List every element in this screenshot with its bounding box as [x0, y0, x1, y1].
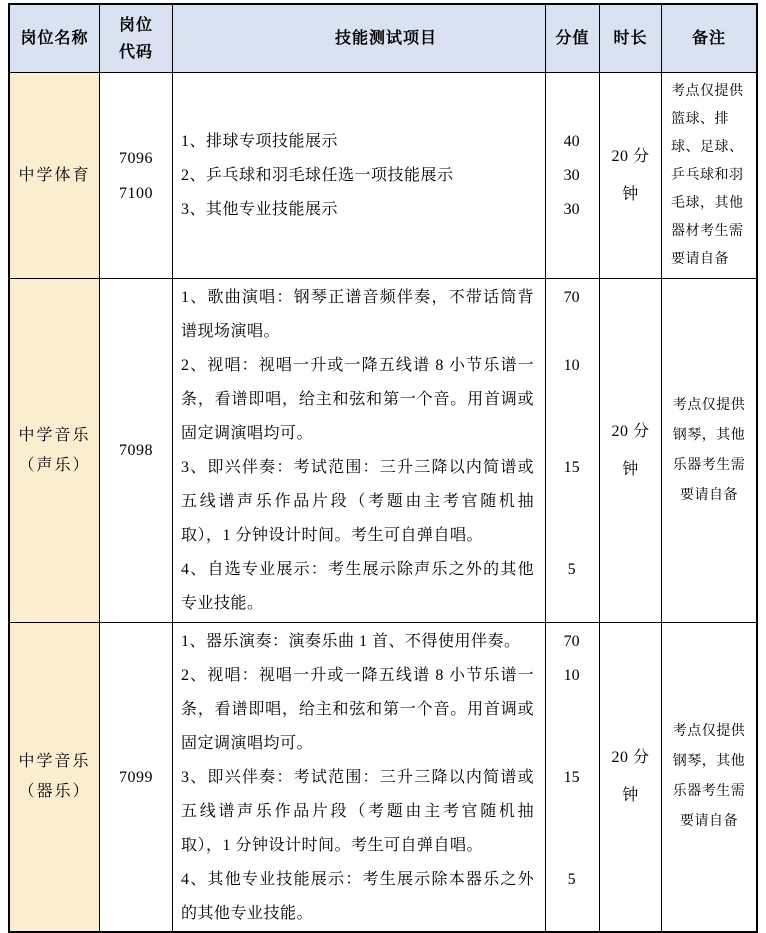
header-label: 岗位 — [118, 16, 153, 34]
duration-cell — [600, 623, 662, 931]
position-code: 7099 — [119, 768, 153, 786]
header-label: 技能测试项目 — [334, 30, 437, 47]
table-row — [10, 73, 756, 279]
note-text: 考点仅提供钢琴，其他乐器考生需要请自备 — [672, 724, 746, 829]
test-item-row — [173, 125, 599, 159]
test-item-text: 1、器乐演奏：演奏乐曲 1 首、不得使用伴奏。 — [181, 633, 521, 650]
score-value: 70 — [563, 289, 580, 306]
test-item-row — [173, 553, 599, 621]
test-item-text: 3、即兴伴奏：考试范围：三升三降以内简谱或五线谱声乐作品片段（考题由主考官随机抽取），1 分钟设计时间。考生可自弹自唱。 — [181, 769, 535, 854]
test-item-text: 3、即兴伴奏：考试范围：三升三降以内简谱或五线谱声乐作品片段（考题由主考官随机抽取），1 分钟设计时间。考生可自弹自唱。 — [181, 459, 535, 544]
test-item-text: 4、自选专业展示：考生展示除声乐之外的其他专业技能。 — [181, 561, 535, 612]
test-item-row — [173, 281, 599, 349]
test-item-row — [173, 349, 599, 451]
test-item-text: 1、排球专项技能展示 — [181, 132, 339, 150]
score-value: 5 — [567, 871, 576, 888]
duration-text: 20 分 — [611, 147, 650, 165]
note-cell — [662, 73, 756, 278]
position-name: （声乐） — [18, 456, 91, 474]
position-code: 7098 — [119, 442, 153, 459]
position-name: （器乐） — [18, 783, 91, 800]
test-item-text: 2、视唱：视唱一升或一降五线谱 8 小节乐谱一条，看谱即唱，给主和弦和第一个音。用首调或固定调演唱均可。 — [181, 667, 535, 752]
table-header-row — [10, 5, 756, 73]
position-code-cell — [100, 73, 173, 278]
score-value: 10 — [563, 667, 580, 684]
test-item-row — [173, 451, 599, 553]
position-name-cell — [10, 73, 100, 278]
score-value: 30 — [563, 200, 580, 218]
table-row — [10, 279, 756, 623]
duration-text: 钟 — [622, 185, 639, 203]
position-name: 中学音乐 — [18, 426, 91, 444]
score-value: 30 — [563, 166, 580, 184]
score-value: 15 — [563, 459, 580, 476]
duration-text: 钟 — [622, 460, 639, 478]
position-name-cell — [10, 623, 100, 931]
duration-text: 20 分 — [611, 422, 650, 440]
table-row — [10, 623, 756, 931]
position-name-cell — [10, 279, 100, 622]
skills-test-table — [8, 3, 758, 933]
position-name: 中学音乐 — [18, 753, 91, 770]
test-items-cell — [173, 279, 600, 622]
header-cell-position-name — [10, 5, 100, 72]
header-cell-position-code — [100, 5, 173, 72]
position-code: 7100 — [119, 184, 153, 202]
test-item-row — [173, 863, 599, 931]
duration-cell — [600, 73, 662, 278]
test-item-text: 2、视唱：视唱一升或一降五线谱 8 小节乐谱一条，看谱即唱，给主和弦和第一个音。用首调或固定调演唱均可。 — [181, 357, 535, 442]
header-cell-note — [662, 5, 756, 72]
note-cell — [662, 623, 756, 931]
position-name: 中学体育 — [18, 166, 91, 184]
note-text: 考点仅提供钢琴，其他乐器考生需要请自备 — [672, 397, 746, 503]
test-item-row — [173, 159, 599, 193]
score-value: 15 — [563, 769, 580, 786]
header-label: 时长 — [613, 30, 648, 47]
test-item-row — [173, 625, 599, 659]
score-value: 40 — [563, 132, 580, 150]
test-item-row — [173, 193, 599, 227]
duration-cell — [600, 279, 662, 622]
position-code-cell — [100, 279, 173, 622]
header-cell-test-items — [173, 5, 600, 72]
test-item-text: 4、其他专业技能展示：考生展示除本器乐之外的其他专业技能。 — [181, 871, 535, 922]
header-label: 代码 — [118, 43, 153, 61]
header-label: 备注 — [691, 30, 726, 47]
duration-text: 钟 — [622, 787, 639, 804]
test-item-row — [173, 659, 599, 761]
test-item-text: 2、乒乓球和羽毛球任选一项技能展示 — [181, 166, 454, 184]
header-label: 岗位名称 — [20, 30, 89, 47]
test-item-text: 3、其他专业技能展示 — [181, 200, 339, 218]
test-item-text: 1、歌曲演唱：钢琴正谱音频伴奏，不带话筒背谱现场演唱。 — [181, 289, 535, 340]
score-value: 10 — [563, 357, 580, 374]
note-text: 考点仅提供篮球、排球、足球、乒乓球和羽毛球，其他器材考生需要请自备 — [671, 83, 744, 267]
header-cell-duration — [600, 5, 662, 72]
position-code-cell — [100, 623, 173, 931]
note-cell — [662, 279, 756, 622]
position-code: 7096 — [119, 149, 153, 167]
duration-text: 20 分 — [611, 749, 650, 766]
test-items-cell — [173, 73, 600, 278]
score-value: 5 — [567, 561, 576, 578]
header-label-score: 分值 — [555, 30, 590, 47]
test-item-row — [173, 761, 599, 863]
test-items-cell — [173, 623, 600, 931]
score-value: 70 — [563, 633, 580, 650]
